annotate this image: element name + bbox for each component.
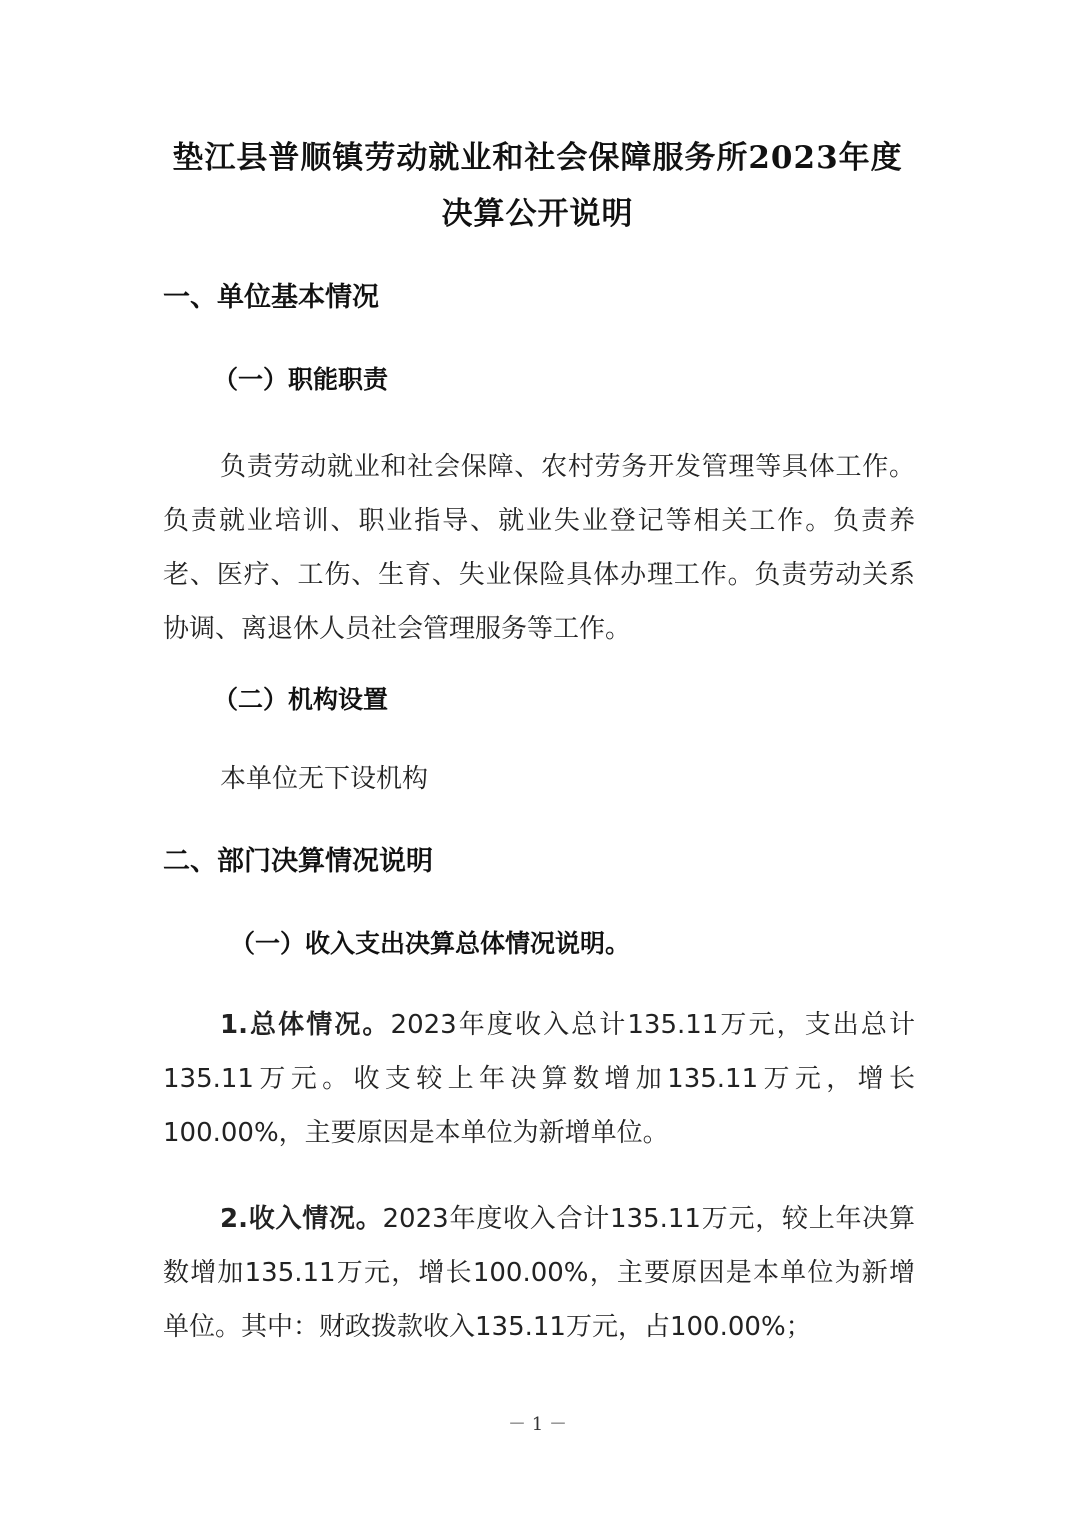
- income-situation-paragraph: [163, 1192, 915, 1354]
- income-situation-lead: 2.收入情况。: [220, 1204, 383, 1234]
- overall-situation-paragraph: [163, 998, 915, 1160]
- overall-situation-lead: 1.总体情况。: [220, 1010, 391, 1040]
- section-2-sub-1-heading: （一）收入支出决算总体情况说明。: [230, 929, 631, 958]
- income-situation-text: 2023年度收入合计135.11万元，较上年决算数增加135.11万元，增长100.00%，主要原因是本单位为新增单位。其中：财政拨款收入135.11万元，占100.00%；: [163, 1204, 915, 1342]
- overall-situation-text: 2023年度收入总计135.11万元，支出总计135.11万元。收支较上年决算数增加135.11万元，增长100.00%，主要原因是本单位为新增单位。: [163, 1010, 915, 1148]
- document-title-line-2: 决算公开说明: [441, 196, 634, 232]
- document-title-line-1: 垫江县普顺镇劳动就业和社会保障服务所2023年度: [172, 140, 903, 176]
- page-number: － 1 －: [508, 1414, 567, 1435]
- section-1-sub-2-heading: （二）机构设置: [213, 685, 389, 714]
- section-2-heading: 二、部门决算情况说明: [163, 846, 433, 877]
- section-1-sub-1-heading: （一）职能职责: [213, 365, 389, 394]
- duties-paragraph: 负责劳动就业和社会保障、农村劳务开发管理等具体工作。负责就业培训、职业指导、就业失业登记等相关工作。负责养老、医疗、工伤、生育、失业保险具体办理工作。负责劳动关系协调、离退休人员社会管理服务等工作。: [163, 452, 915, 644]
- organization-paragraph: 本单位无下设机构: [220, 764, 429, 794]
- section-1-heading: 一、单位基本情况: [163, 282, 379, 313]
